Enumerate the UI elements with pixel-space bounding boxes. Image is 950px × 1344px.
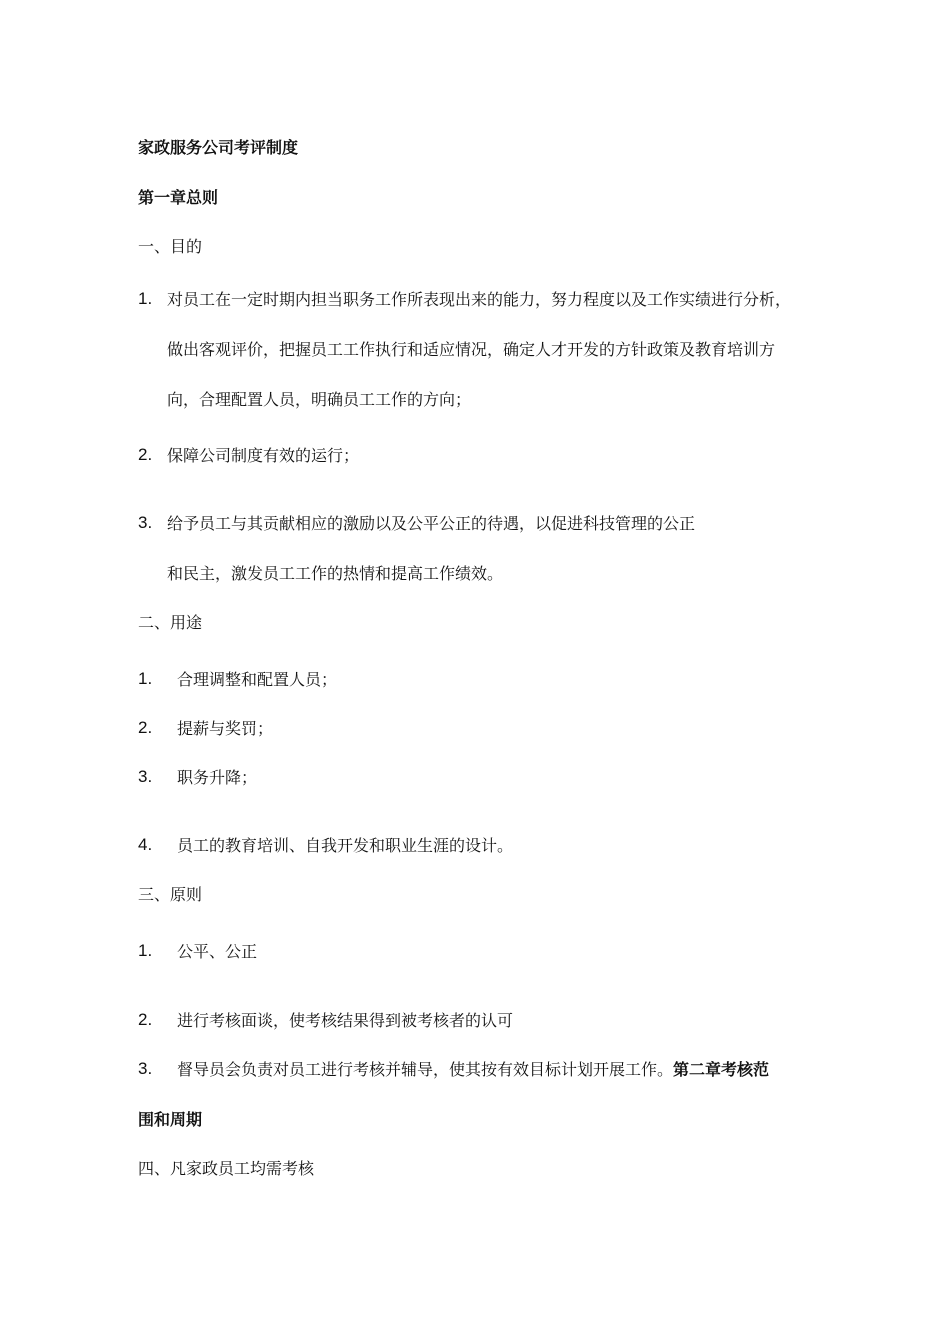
section-heading-usage: 二、用途: [138, 613, 203, 632]
list-number: 1.: [138, 289, 153, 308]
list-number: 2.: [138, 1010, 153, 1029]
list-item-text: 做出客观评价，把握员工工作执行和适应情况，确定人才开发的方针政策及教育培训方: [167, 340, 776, 359]
list-number: 4.: [138, 835, 153, 854]
list-item-text: 给予员工与其贡献相应的激励以及公平公正的待遇，以促进科技管理的公正: [167, 514, 696, 533]
list-item-text: 提薪与奖罚；: [177, 719, 274, 738]
list-item-text: 员工的教育培训、自我开发和职业生涯的设计。: [177, 836, 514, 855]
list-item-text: 对员工在一定时期内担当职务工作所表现出来的能力，努力程度以及工作实绩进行分析，: [167, 290, 792, 309]
list-number: 3.: [138, 513, 153, 532]
list-item-text: 和民主，激发员工工作的热情和提高工作绩效。: [167, 564, 504, 583]
list-number: 3.: [138, 1059, 153, 1078]
list-item-text: 向，合理配置人员，明确员工工作的方向；: [167, 390, 472, 409]
document-title: 家政服务公司考评制度: [138, 138, 299, 157]
list-item-text: 保障公司制度有效的运行；: [167, 446, 360, 465]
list-item-text-main: 督导员会负责对员工进行考核并辅导，使其按有效目标计划开展工作。: [177, 1060, 674, 1079]
section-heading-scope: 四、凡家政员工均需考核: [138, 1159, 315, 1178]
list-number: 1.: [138, 941, 153, 960]
list-number: 3.: [138, 767, 153, 786]
list-number: 2.: [138, 718, 153, 737]
chapter-heading-end: 围和周期: [138, 1110, 203, 1129]
list-item-text: [177, 1060, 769, 1080]
list-item-text: 合理调整和配置人员；: [177, 670, 338, 689]
chapter-heading: 第一章总则: [138, 188, 219, 207]
section-heading-purpose: 一、目的: [138, 237, 203, 256]
chapter-heading-start: 第二章考核范: [673, 1060, 770, 1079]
list-number: 1.: [138, 669, 153, 688]
section-heading-principle: 三、原则: [138, 885, 203, 904]
list-number: 2.: [138, 445, 153, 464]
list-item-text: 进行考核面谈，使考核结果得到被考核者的认可: [177, 1011, 514, 1030]
list-item-text: 职务升降；: [177, 768, 258, 787]
list-item-text: 公平、公正: [177, 942, 258, 961]
